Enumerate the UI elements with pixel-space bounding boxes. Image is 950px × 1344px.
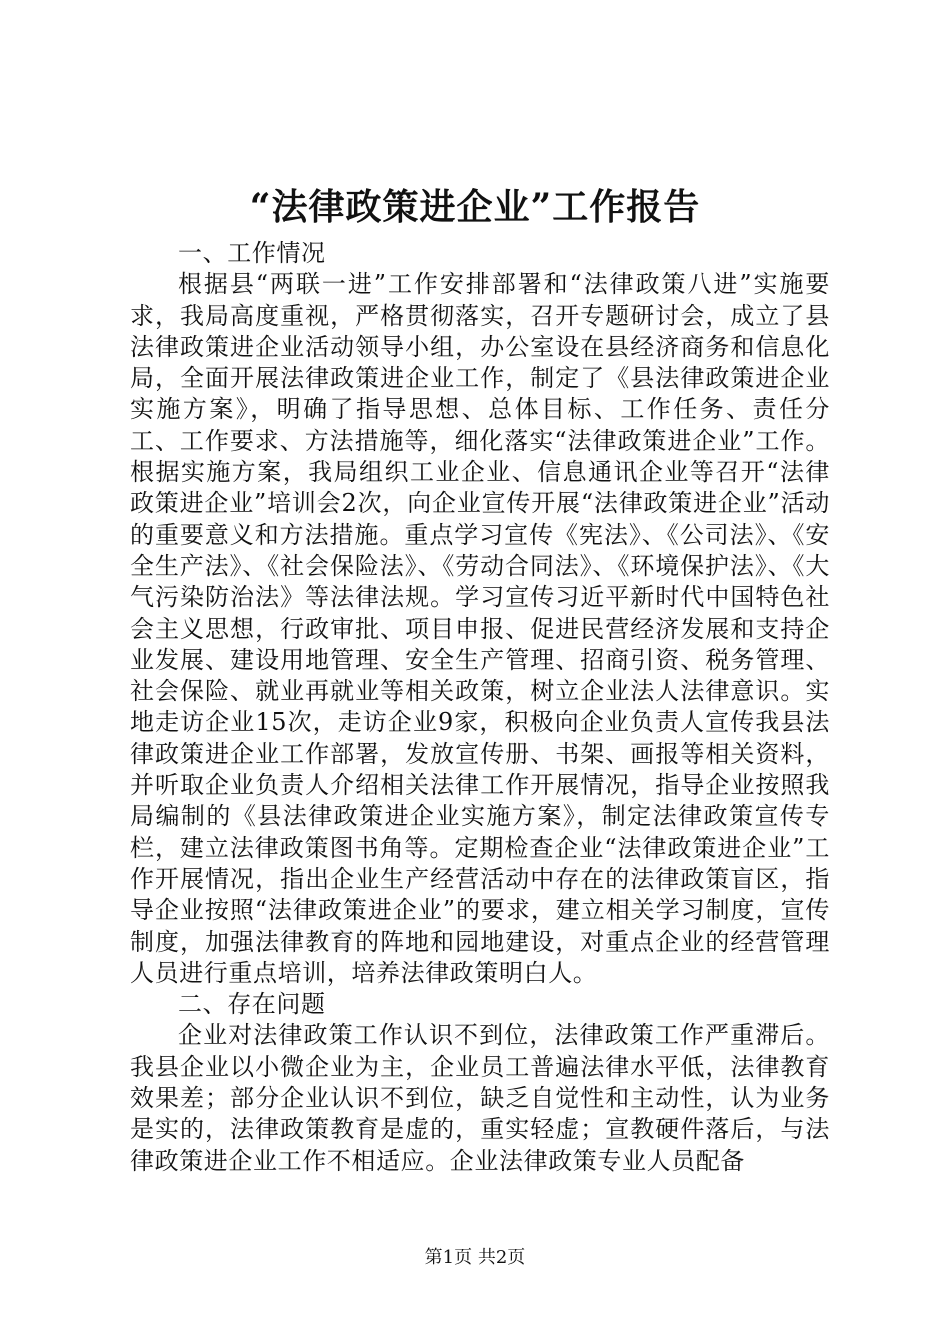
section-heading-work-status: 一、工作情况: [178, 239, 326, 267]
document-body: [130, 238, 830, 1177]
page-footer: 第1页 共2页: [424, 1247, 526, 1268]
document-title: “法律政策进企业”工作报告: [249, 186, 701, 228]
section-heading-problems: 二、存在问题: [178, 990, 326, 1019]
paragraph-problems: 企业对法律政策工作认识不到位，法律政策工作严重滞后。我县企业以小微企业为主，企业员工普遍法律水平低，法律教育效果差；部分企业认识不到位，缺乏自觉性和主动性，认为业务是实的，法律政策教育是虚的，重实轻虚；宣教硬件落后，与法律政策进企业工作不相适应。企业法律政策专业人员配备: [130, 1021, 830, 1175]
paragraph-work-status: 根据县“两联一进”工作安排部署和“法律政策八进”实施要求，我局高度重视，严格贯彻落实，召开专题研讨会，成立了县法律政策进企业活动领导小组，办公室设在县经济商务和信息化局，全面开展法律政策进企业工作，制定了《县法律政策进企业实施方案》，明确了指导思想、总体目标、工作任务、责任分工、工作要求、方法措施等，细化落实“法律政策进企业”工作。根据实施方案，我局组织工业企业、信息通讯企业等召开“法律政策进企业”培训会2次，向企业宣传开展“法律政策进企业”活动的重要意义和方法措施。重点学习宣传《宪法》、《公司法》、《安全生产法》、《社会保险法》、《劳动合同法》、《环境保护法》、《大气污染防治法》等法律法规。学习宣传习近平新时代中国特色社会主义思想，行政审批、项目申报、促进民营经济发展和支持企业发展、建设用地管理、安全生产管理、招商引资、税务管理、社会保险、就业再就业等相关政策，树立企业法人法律意识。实地走访企业15次，走访企业9家，积极向企业负责人宣传我县法律政策进企业工作部署，发放宣传册、书架、画报等相关资料，并听取企业负责人介绍相关法律工作开展情况，指导企业按照我局编制的《县法律政策进企业实施方案》，制定法律政策宣传专栏，建立法律政策图书角等。定期检查企业“法律政策进企业”工作开展情况，指出企业生产经营活动中存在的法律政策盲区，指导企业按照“法律政策进企业”的要求，建立相关学习制度，宣传制度，加强法律教育的阵地和园地建设，对重点企业的经营管理人员进行重点培训，培养法律政策明白人。: [130, 270, 830, 987]
